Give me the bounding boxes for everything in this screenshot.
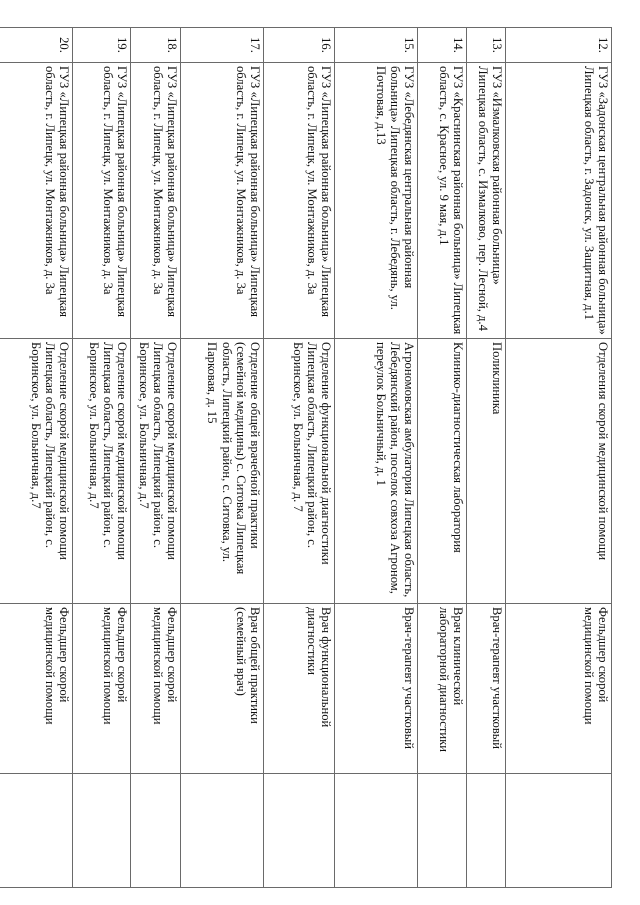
table-row — [181, 28, 264, 888]
empty-cell — [264, 774, 335, 888]
empty-cell — [131, 774, 181, 888]
position-cell: Фельдшер скорой медицинской помощи — [131, 604, 181, 774]
row-number: 12. — [506, 28, 612, 63]
division-cell: Отделение скорой медицинской помощи Липецкая область, Липецкий район, с. Боринское, ул. Больничная, д.7 — [131, 339, 181, 604]
table-row — [131, 28, 181, 888]
organization-cell: ГУЗ «Измалковская районная больница» Липецкая область, с. Измалково, пер. Лесной, д.4 — [467, 63, 506, 339]
position-cell: Фельдшер скорой медицинской помощи — [0, 604, 73, 774]
division-cell: Клинико-диагностическая лаборатория — [418, 339, 467, 604]
position-cell: Фельдшер скорой медицинской помощи — [506, 604, 612, 774]
empty-cell — [0, 774, 73, 888]
table-row — [0, 28, 73, 888]
organization-cell: ГУЗ «Задонская центральная районная больница» Липецкая область, г. Задонск, ул. Защитная, д.1 — [506, 63, 612, 339]
row-number: 16. — [264, 28, 335, 63]
row-number: 17. — [181, 28, 264, 63]
position-cell: Врач функциональной диагностики — [264, 604, 335, 774]
division-cell: Поликлиника — [467, 339, 506, 604]
organization-cell: ГУЗ «Липецкая районная больница» Липецкая область, г. Липецк, ул. Монтажников, д. 3а — [0, 63, 73, 339]
table-row — [335, 28, 418, 888]
table-row — [506, 28, 612, 888]
empty-cell — [181, 774, 264, 888]
row-number: 14. — [418, 28, 467, 63]
table-row — [264, 28, 335, 888]
division-cell: Отделение функциональной диагностики Липецкая область, Липецкий район, с. Боринское, ул. Больничная, д. 7 — [264, 339, 335, 604]
organization-cell: ГУЗ «Краснинская районная больница» Липецкая область, с. Красное, ул. 9 мая, д.1 — [418, 63, 467, 339]
position-cell: Врач клинической лабораторной диагностики — [418, 604, 467, 774]
organization-cell: ГУЗ «Липецкая районная больница» Липецкая область, г. Липецк, ул. Монтажников, д. 3а — [131, 63, 181, 339]
empty-cell — [73, 774, 131, 888]
organization-cell: ГУЗ «Лебедянская центральная районная больница» Липецкая область, г. Лебедянь, ул. Почтовая, д.13 — [335, 63, 418, 339]
division-cell: Отделение скорой медицинской помощи Липецкая область, Липецкий район, с. Боринское, ул. Больничная, д.7 — [0, 339, 73, 604]
organization-cell: ГУЗ «Липецкая районная больница» Липецкая область, г. Липецк, ул. Монтажников, д. 3а — [264, 63, 335, 339]
row-number: 18. — [131, 28, 181, 63]
position-cell: Врач-терапевт участковый — [335, 604, 418, 774]
division-cell: Отделения скорой медицинской помощи — [506, 339, 612, 604]
division-cell: Отделение общей врачебной практики (семейной медицины) с. Ситовка Липецкая область, Липецкий район, с. Ситовка, ул. Парковая, д. 15 — [181, 339, 264, 604]
position-cell: Врач общей практики (семейный врач) — [181, 604, 264, 774]
division-cell: Отделение скорой медицинской помощи Липецкая область, Липецкий район, с. Боринское, ул. Больничная, д.7 — [73, 339, 131, 604]
vacancies-table-body — [0, 28, 612, 888]
empty-cell — [335, 774, 418, 888]
vacancies-table — [0, 27, 612, 888]
organization-cell: ГУЗ «Липецкая районная больница» Липецкая область, г. Липецк, ул. Монтажников, д. 3а — [73, 63, 131, 339]
position-cell: Фельдшер скорой медицинской помощи — [73, 604, 131, 774]
table-row — [467, 28, 506, 888]
position-cell: Врач-терапевт участковый — [467, 604, 506, 774]
table-row — [73, 28, 131, 888]
organization-cell: ГУЗ «Липецкая районная больница» Липецкая область, г. Липецк, ул. Монтажников, д. 3а — [181, 63, 264, 339]
row-number: 13. — [467, 28, 506, 63]
row-number: 15. — [335, 28, 418, 63]
empty-cell — [418, 774, 467, 888]
empty-cell — [467, 774, 506, 888]
table-row — [418, 28, 467, 888]
empty-cell — [506, 774, 612, 888]
row-number: 20. — [0, 28, 73, 63]
row-number: 19. — [73, 28, 131, 63]
division-cell: Агрономовская амбулатория Липецкая область, Лебедянский район, поселок совхоза Агроном, переулок Больничный, д. 1 — [335, 339, 418, 604]
